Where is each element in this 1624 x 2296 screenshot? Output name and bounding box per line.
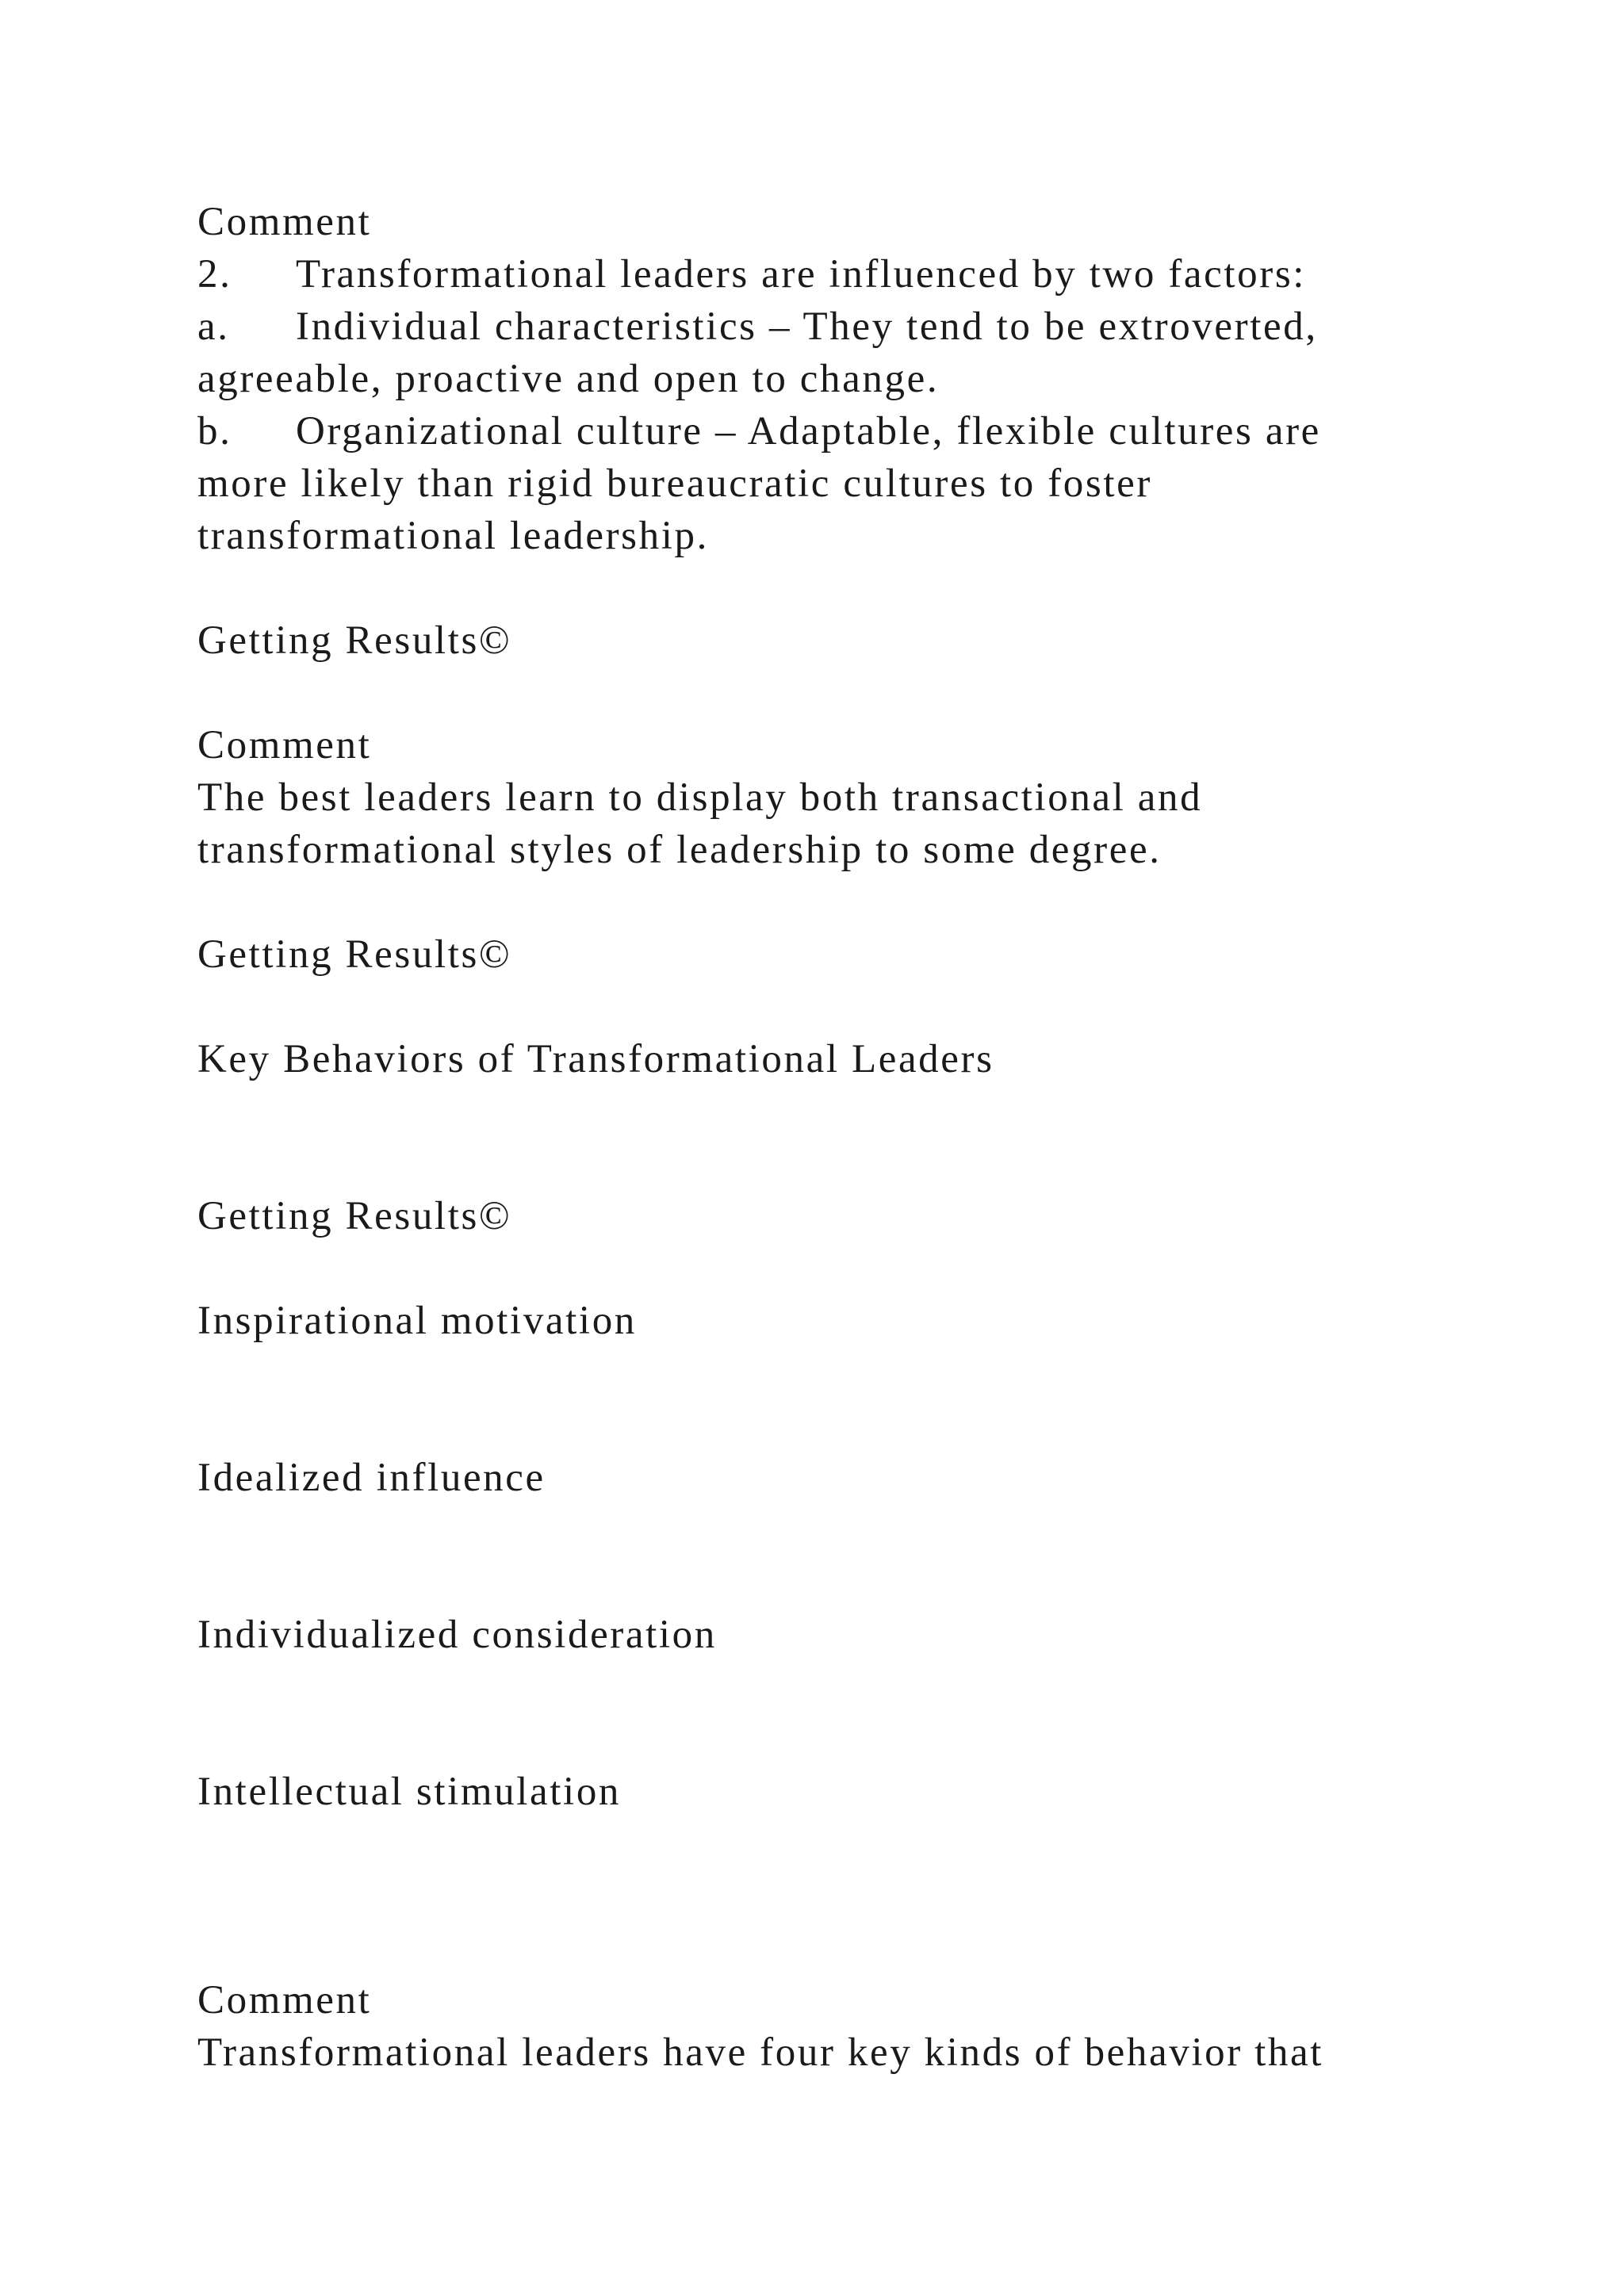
- paragraph-line: Transformational leaders have four key kinds of behavior that: [197, 2030, 1324, 2075]
- list-item-b: [197, 405, 1321, 457]
- behavior-item: Idealized influence: [197, 1456, 546, 1500]
- comment-label: Comment: [197, 723, 372, 767]
- list-item-text: Transformational leaders are influenced by two factors:: [296, 252, 1307, 297]
- behavior-item: Inspirational motivation: [197, 1299, 637, 1343]
- paragraph-line: transformational leadership.: [197, 514, 709, 558]
- list-letter: a.: [197, 304, 230, 349]
- list-item-2: [197, 248, 1306, 300]
- slide-footer: Getting Results©: [197, 1194, 512, 1238]
- slide-footer: Getting Results©: [197, 618, 512, 663]
- behavior-item: Intellectual stimulation: [197, 1770, 622, 1814]
- paragraph-line: more likely than rigid bureaucratic cultures to foster: [197, 461, 1152, 506]
- slide-heading: Key Behaviors of Transformational Leaders: [197, 1037, 994, 1081]
- paragraph-line: The best leaders learn to display both transactional and: [197, 775, 1203, 820]
- list-item-text: Organizational culture – Adaptable, flexible cultures are: [296, 409, 1321, 453]
- paragraph-line: transformational styles of leadership to some degree.: [197, 828, 1162, 872]
- behavior-item: Individualized consideration: [197, 1613, 717, 1657]
- list-number: 2.: [197, 252, 232, 297]
- paragraph-line: agreeable, proactive and open to change.: [197, 357, 940, 401]
- list-item-text: Individual characteristics – They tend to be extroverted,: [296, 304, 1318, 349]
- list-item-a: [197, 300, 1318, 353]
- slide-footer: Getting Results©: [197, 932, 512, 977]
- comment-label: Comment: [197, 200, 372, 244]
- comment-label: Comment: [197, 1978, 372, 2022]
- list-letter: b.: [197, 409, 232, 453]
